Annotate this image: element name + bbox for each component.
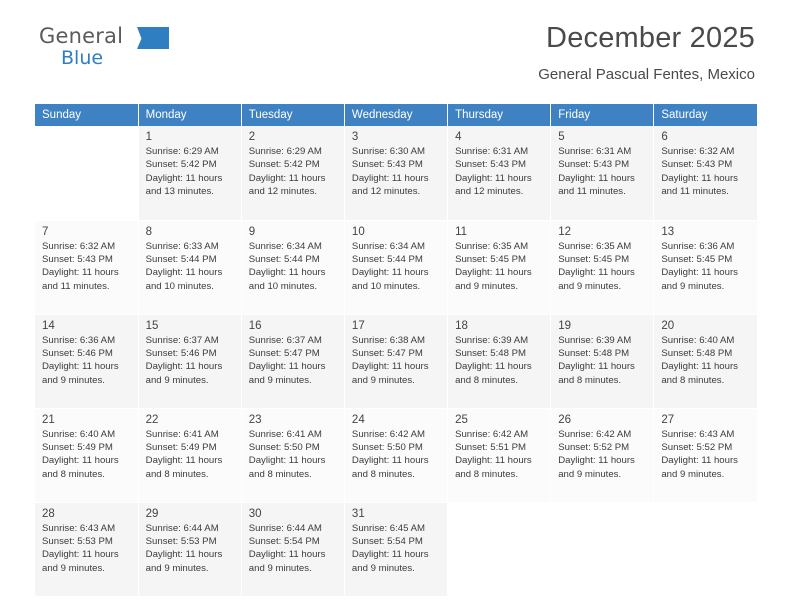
calendar-week-row [35, 126, 757, 220]
day-detail-line: Sunrise: 6:39 AM [558, 334, 632, 346]
calendar-day-cell[interactable] [138, 314, 241, 408]
weekday-header-friday: Friday [551, 104, 654, 126]
day-detail-line: Daylight: 11 hours [351, 172, 429, 184]
calendar-day-cell[interactable] [35, 314, 138, 408]
day-number: 26 [558, 413, 571, 426]
day-detail-line: and 11 minutes. [661, 186, 729, 198]
day-detail-line: Daylight: 11 hours [351, 361, 429, 373]
day-detail-line: and 9 minutes. [455, 280, 518, 292]
calendar-week-row [35, 408, 757, 502]
day-detail-line: Sunset: 5:42 PM [145, 159, 217, 171]
day-detail-line: Daylight: 11 hours [661, 267, 738, 279]
day-detail-line: Sunset: 5:54 PM [351, 535, 423, 547]
day-detail-line: Daylight: 11 hours [248, 172, 326, 184]
day-number: 30 [248, 507, 262, 520]
day-number: 5 [558, 131, 565, 143]
day-detail-line: Sunset: 5:47 PM [351, 347, 423, 359]
page-title: December 2025 [546, 22, 755, 54]
day-detail-line: and 9 minutes. [248, 374, 312, 386]
day-details [345, 522, 447, 576]
day-detail-line: Sunrise: 6:43 AM [661, 428, 735, 440]
day-detail-line: Daylight: 11 hours [42, 455, 119, 467]
day-number: 22 [145, 413, 159, 426]
day-details [345, 240, 447, 294]
day-detail-line: Daylight: 11 hours [248, 267, 326, 279]
day-number: 10 [351, 225, 365, 238]
day-number: 14 [42, 319, 55, 332]
logo-text-general: General [39, 24, 124, 48]
day-detail-line: Sunrise: 6:29 AM [145, 146, 219, 157]
day-details [242, 145, 344, 199]
calendar-day-cell[interactable] [654, 408, 757, 502]
day-detail-line: Daylight: 11 hours [455, 361, 532, 373]
day-detail-line: and 8 minutes. [351, 468, 415, 480]
calendar-day-cell[interactable] [241, 502, 344, 596]
calendar-empty-cell [654, 502, 757, 596]
day-number: 9 [248, 225, 256, 238]
day-detail-line: Sunrise: 6:37 AM [145, 334, 219, 346]
day-number: 13 [661, 225, 675, 238]
day-detail-line: Daylight: 11 hours [351, 455, 429, 467]
day-detail-line: Sunrise: 6:40 AM [42, 428, 116, 440]
day-detail-line: Daylight: 11 hours [351, 549, 429, 561]
day-details [242, 240, 344, 294]
weekday-header-monday: Monday [138, 104, 241, 126]
day-detail-line: Sunrise: 6:42 AM [558, 428, 632, 440]
calendar-day-cell[interactable] [35, 408, 138, 502]
weekday-header-tuesday: Tuesday [241, 104, 344, 126]
calendar-day-cell[interactable] [138, 220, 241, 314]
day-detail-line: Daylight: 11 hours [558, 172, 635, 184]
day-detail-line: Sunrise: 6:42 AM [455, 428, 529, 440]
day-detail-line: Daylight: 11 hours [351, 267, 429, 279]
day-detail-line: Daylight: 11 hours [145, 267, 223, 279]
day-details [551, 334, 653, 388]
day-details [35, 334, 138, 388]
weekday-header-saturday: Saturday [654, 104, 757, 126]
day-detail-line: Daylight: 11 hours [455, 267, 532, 279]
day-detail-line: Sunrise: 6:39 AM [455, 334, 529, 346]
logo[interactable] [39, 26, 229, 78]
logo-text-blue: Blue [61, 47, 104, 69]
day-detail-line: Sunset: 5:51 PM [455, 441, 526, 453]
day-detail-line: Daylight: 11 hours [248, 361, 326, 373]
day-number: 8 [145, 225, 153, 238]
day-number: 3 [351, 131, 359, 143]
day-detail-line: Daylight: 11 hours [455, 172, 532, 184]
day-detail-line: and 8 minutes. [455, 468, 518, 480]
calendar-day-cell[interactable] [138, 126, 241, 220]
day-details [139, 428, 241, 482]
calendar-day-cell[interactable] [344, 502, 447, 596]
weekday-header-thursday: Thursday [448, 104, 551, 126]
calendar-day-cell[interactable] [138, 408, 241, 502]
day-detail-line: and 10 minutes. [351, 280, 421, 292]
calendar-day-cell[interactable] [654, 126, 757, 220]
calendar-day-cell[interactable] [241, 126, 344, 220]
day-details [139, 334, 241, 388]
day-detail-line: and 10 minutes. [145, 280, 214, 292]
calendar-day-cell[interactable] [35, 502, 138, 596]
day-detail-line: Sunrise: 6:44 AM [145, 522, 219, 534]
flag-icon [137, 27, 169, 49]
calendar-day-cell[interactable] [448, 220, 551, 314]
calendar-day-cell[interactable] [551, 408, 654, 502]
day-detail-line: Sunset: 5:42 PM [248, 159, 320, 171]
day-detail-line: and 8 minutes. [558, 374, 622, 386]
day-detail-line: and 12 minutes. [248, 186, 318, 198]
weekday-header-sunday: Sunday [35, 104, 138, 126]
calendar-day-cell[interactable] [241, 408, 344, 502]
calendar-day-cell[interactable] [654, 220, 757, 314]
day-detail-line: and 9 minutes. [558, 468, 622, 480]
calendar-empty-cell [551, 502, 654, 596]
day-detail-line: Daylight: 11 hours [558, 455, 635, 467]
day-detail-line: Sunset: 5:43 PM [558, 159, 630, 171]
calendar-day-cell[interactable] [35, 220, 138, 314]
day-detail-line: and 9 minutes. [351, 562, 415, 574]
day-number: 12 [558, 225, 571, 238]
day-detail-line: Sunset: 5:53 PM [145, 535, 217, 547]
day-detail-line: Sunrise: 6:31 AM [455, 146, 529, 157]
calendar-day-cell[interactable] [448, 126, 551, 220]
day-detail-line: Daylight: 11 hours [558, 267, 635, 279]
day-detail-line: Daylight: 11 hours [558, 361, 635, 373]
day-number: 7 [42, 225, 49, 238]
day-details [345, 145, 447, 199]
day-number: 28 [42, 507, 55, 520]
calendar-day-cell[interactable] [241, 220, 344, 314]
day-detail-line: and 9 minutes. [42, 374, 105, 386]
day-detail-line: Sunset: 5:49 PM [145, 441, 217, 453]
day-detail-line: Daylight: 11 hours [145, 172, 223, 184]
day-detail-line: Sunrise: 6:36 AM [42, 334, 116, 346]
day-detail-line: Sunset: 5:45 PM [661, 253, 733, 265]
day-detail-line: Sunrise: 6:42 AM [351, 428, 425, 440]
day-detail-line: Sunrise: 6:33 AM [145, 240, 219, 252]
day-detail-line: Sunrise: 6:37 AM [248, 334, 322, 346]
day-detail-line: Sunset: 5:48 PM [661, 347, 733, 359]
day-number: 1 [145, 131, 153, 143]
day-detail-line: Sunset: 5:49 PM [42, 441, 113, 453]
day-detail-line: Sunrise: 6:31 AM [558, 146, 632, 157]
day-details [448, 145, 550, 199]
day-detail-line: and 9 minutes. [145, 562, 209, 574]
day-number: 11 [455, 225, 468, 238]
day-number: 25 [455, 413, 468, 426]
calendar-day-cell[interactable] [241, 314, 344, 408]
day-detail-line: Sunrise: 6:32 AM [42, 240, 116, 252]
day-number: 2 [248, 131, 256, 143]
day-detail-line: and 9 minutes. [351, 374, 415, 386]
calendar-day-cell[interactable] [551, 314, 654, 408]
day-detail-line: Sunrise: 6:36 AM [661, 240, 735, 252]
day-detail-line: and 11 minutes. [42, 280, 110, 292]
calendar-week-row [35, 314, 757, 408]
day-detail-line: Sunset: 5:43 PM [455, 159, 526, 171]
day-detail-line: and 12 minutes. [351, 186, 421, 198]
day-details [448, 240, 550, 294]
calendar-table [35, 104, 757, 597]
day-detail-line: Daylight: 11 hours [248, 549, 326, 561]
calendar-day-cell[interactable] [448, 314, 551, 408]
day-detail-line: Sunrise: 6:35 AM [455, 240, 529, 252]
day-detail-line: and 8 minutes. [42, 468, 105, 480]
day-detail-line: Daylight: 11 hours [42, 361, 119, 373]
day-number: 17 [351, 319, 365, 332]
day-detail-line: Sunset: 5:54 PM [248, 535, 320, 547]
calendar-body [35, 126, 757, 596]
calendar-day-cell[interactable] [344, 220, 447, 314]
day-detail-line: Sunset: 5:48 PM [558, 347, 630, 359]
day-detail-line: Sunset: 5:50 PM [248, 441, 320, 453]
day-detail-line: Sunset: 5:48 PM [455, 347, 526, 359]
day-detail-line: Daylight: 11 hours [42, 267, 119, 279]
day-details [139, 240, 241, 294]
day-detail-line: and 13 minutes. [145, 186, 214, 198]
day-details [654, 334, 757, 388]
day-details [242, 428, 344, 482]
day-number: 6 [661, 131, 668, 143]
day-detail-line: Sunrise: 6:43 AM [42, 522, 116, 534]
day-details [654, 428, 757, 482]
day-detail-line: Sunset: 5:52 PM [661, 441, 733, 453]
calendar-day-cell[interactable] [344, 408, 447, 502]
day-detail-line: and 9 minutes. [145, 374, 209, 386]
day-details [345, 334, 447, 388]
day-detail-line: Sunrise: 6:34 AM [351, 240, 425, 252]
day-detail-line: and 8 minutes. [145, 468, 209, 480]
day-number: 4 [455, 131, 462, 143]
day-detail-line: Daylight: 11 hours [248, 455, 326, 467]
day-details [139, 522, 241, 576]
day-number: 24 [351, 413, 365, 426]
calendar-day-cell[interactable] [551, 220, 654, 314]
day-number: 27 [661, 413, 675, 426]
day-details [448, 334, 550, 388]
day-detail-line: Sunset: 5:45 PM [455, 253, 526, 265]
day-detail-line: Sunrise: 6:41 AM [145, 428, 219, 440]
day-detail-line: Sunset: 5:45 PM [558, 253, 630, 265]
calendar-empty-cell [35, 126, 138, 220]
day-details [551, 240, 653, 294]
day-detail-line: Sunset: 5:43 PM [42, 253, 113, 265]
calendar-empty-cell [448, 502, 551, 596]
day-detail-line: Sunset: 5:43 PM [351, 159, 423, 171]
day-detail-line: and 8 minutes. [661, 374, 725, 386]
day-detail-line: Sunrise: 6:38 AM [351, 334, 425, 346]
day-detail-line: and 9 minutes. [248, 562, 312, 574]
day-details [448, 428, 550, 482]
day-detail-line: and 8 minutes. [455, 374, 518, 386]
day-number: 15 [145, 319, 159, 332]
day-detail-line: Daylight: 11 hours [455, 455, 532, 467]
day-detail-line: and 8 minutes. [248, 468, 312, 480]
day-detail-line: Sunrise: 6:29 AM [248, 146, 322, 157]
day-details [35, 240, 138, 294]
day-detail-line: Sunset: 5:50 PM [351, 441, 423, 453]
day-detail-line: and 11 minutes. [558, 186, 626, 198]
day-details [242, 522, 344, 576]
day-detail-line: Daylight: 11 hours [145, 361, 223, 373]
day-detail-line: Sunset: 5:52 PM [558, 441, 630, 453]
weekday-header-wednesday: Wednesday [344, 104, 447, 126]
calendar-day-cell[interactable] [551, 126, 654, 220]
day-detail-line: Sunrise: 6:44 AM [248, 522, 322, 534]
page-subtitle: General Pascual Fentes, Mexico [538, 66, 755, 83]
day-detail-line: Sunrise: 6:41 AM [248, 428, 322, 440]
day-detail-line: Daylight: 11 hours [661, 361, 738, 373]
day-detail-line: Sunset: 5:44 PM [351, 253, 423, 265]
day-detail-line: Sunrise: 6:30 AM [351, 146, 425, 157]
day-detail-line: Sunset: 5:44 PM [145, 253, 217, 265]
day-number: 31 [351, 507, 365, 520]
day-number: 21 [42, 413, 55, 426]
day-detail-line: Sunrise: 6:40 AM [661, 334, 735, 346]
day-number: 16 [248, 319, 262, 332]
day-number: 20 [661, 319, 675, 332]
day-detail-line: Sunrise: 6:32 AM [661, 146, 735, 157]
day-number: 19 [558, 319, 571, 332]
day-details [35, 522, 138, 576]
day-detail-line: Sunset: 5:47 PM [248, 347, 320, 359]
day-detail-line: Sunrise: 6:34 AM [248, 240, 322, 252]
calendar-week-row [35, 220, 757, 314]
calendar-day-cell[interactable] [654, 314, 757, 408]
day-detail-line: Daylight: 11 hours [42, 549, 119, 561]
day-details [551, 428, 653, 482]
day-detail-line: and 9 minutes. [42, 562, 105, 574]
day-number: 29 [145, 507, 159, 520]
day-detail-line: Sunrise: 6:45 AM [351, 522, 425, 534]
day-detail-line: Daylight: 11 hours [661, 172, 738, 184]
calendar-day-cell[interactable] [448, 408, 551, 502]
day-detail-line: and 9 minutes. [558, 280, 622, 292]
day-details [242, 334, 344, 388]
day-detail-line: Daylight: 11 hours [661, 455, 738, 467]
calendar-day-cell[interactable] [344, 126, 447, 220]
day-detail-line: and 12 minutes. [455, 186, 524, 198]
day-details [654, 240, 757, 294]
day-detail-line: Sunset: 5:53 PM [42, 535, 113, 547]
weekday-header-row [35, 104, 757, 126]
day-details [139, 145, 241, 199]
day-detail-line: and 10 minutes. [248, 280, 318, 292]
day-detail-line: Sunset: 5:46 PM [42, 347, 113, 359]
day-detail-line: Sunset: 5:43 PM [661, 159, 733, 171]
page-header [35, 0, 757, 83]
day-detail-line: Sunrise: 6:35 AM [558, 240, 632, 252]
day-detail-line: Sunset: 5:44 PM [248, 253, 320, 265]
day-details [551, 145, 653, 199]
day-number: 18 [455, 319, 468, 332]
day-detail-line: and 9 minutes. [661, 280, 725, 292]
day-details [35, 428, 138, 482]
day-details [654, 145, 757, 199]
day-detail-line: Daylight: 11 hours [145, 455, 223, 467]
day-detail-line: Daylight: 11 hours [145, 549, 223, 561]
calendar-week-row [35, 502, 757, 596]
day-number: 23 [248, 413, 262, 426]
day-detail-line: Sunset: 5:46 PM [145, 347, 217, 359]
day-detail-line: and 9 minutes. [661, 468, 725, 480]
day-details [345, 428, 447, 482]
calendar-day-cell[interactable] [344, 314, 447, 408]
calendar-day-cell[interactable] [138, 502, 241, 596]
